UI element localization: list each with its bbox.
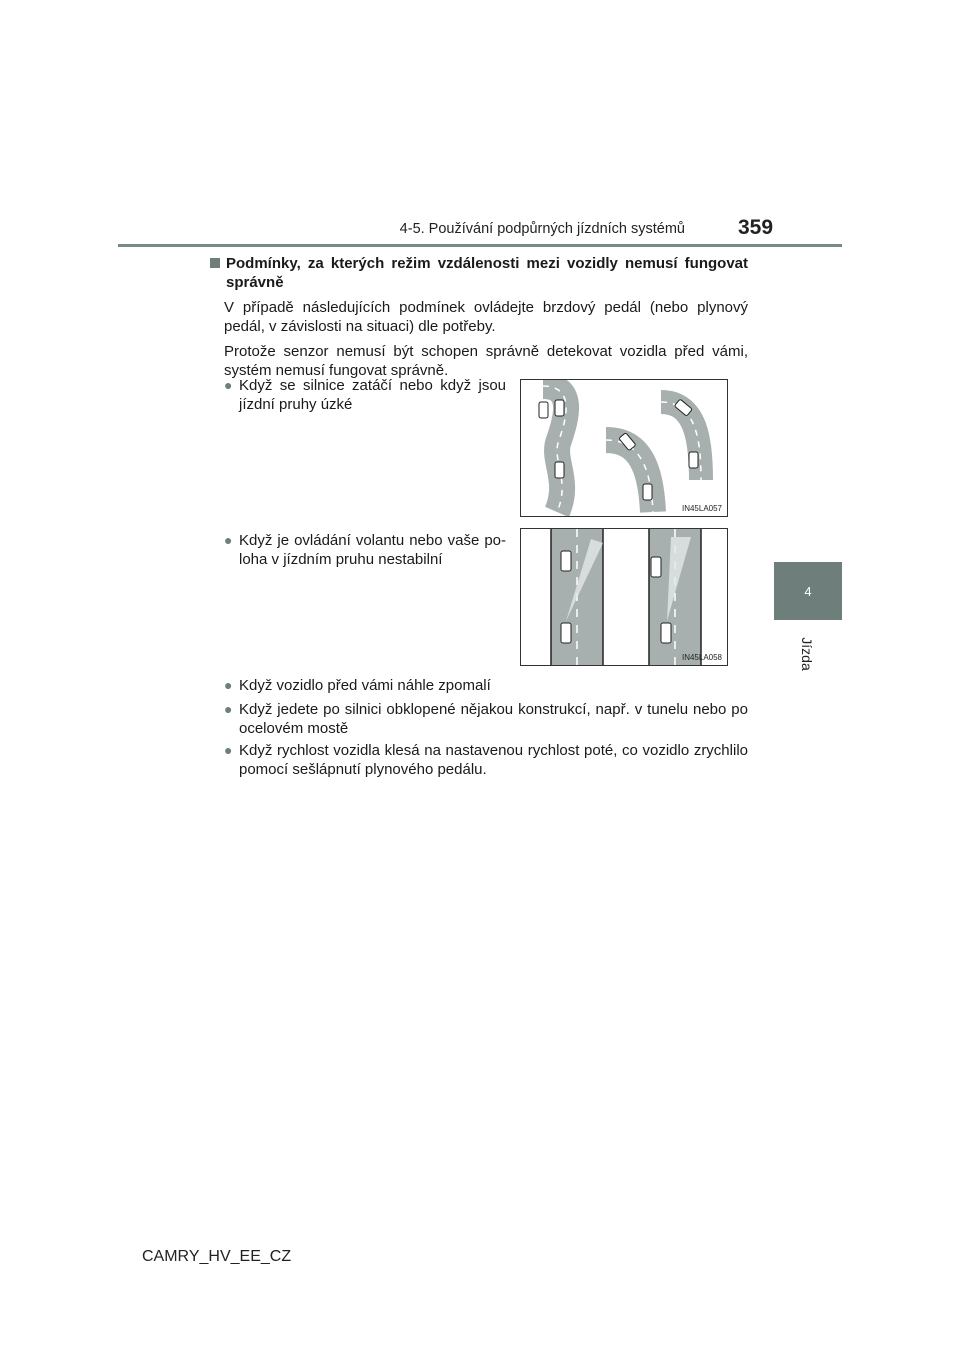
- list-item: [224, 700, 748, 738]
- list-item: [224, 531, 506, 569]
- curved-road-illustration: [521, 380, 727, 516]
- figure-straight-road: [520, 528, 728, 666]
- list-item-text: Když vozidlo před vámi náhle zpomalí: [239, 677, 491, 694]
- section-title: 4-5. Používání podpůrných jízdních systémů: [399, 221, 685, 237]
- page-number: 359: [738, 216, 774, 239]
- heading-text: Podmínky, za kterých režim vzdálenosti mezi vozidly nemusí fungovat správně: [226, 255, 748, 291]
- straight-road-illustration: [521, 529, 727, 665]
- figure-curved-road: [520, 379, 728, 517]
- paragraph: V případě následujících podmínek ovládejte brzdový pedál (nebo plynový pedál, v závislosti na situaci) dle potřeby.: [224, 299, 748, 335]
- circle-bullet-icon: ●: [224, 532, 233, 548]
- circle-bullet-icon: ●: [224, 742, 233, 758]
- list-item-text: Když jedete po silnici obklopené nějakou konstrukcí, např. v tunelu nebo po ocelovém mostě: [239, 701, 748, 737]
- circle-bullet-icon: ●: [224, 377, 233, 393]
- footer-code: CAMRY_HV_EE_CZ: [142, 1248, 292, 1265]
- chapter-number: 4: [804, 583, 812, 599]
- list-item-text: Když je ovládání volantu nebo vaše po- loha v jízdním pruhu nestabilní: [239, 532, 506, 568]
- paragraph: Protože senzor nemusí být schopen správně detekovat vozidla před vámi, systém nemusí fungovat správně.: [224, 343, 748, 379]
- list-item-text: Když se silnice zatáčí nebo když jsou jízdní pruhy úzké: [239, 377, 506, 413]
- list-item-text: Když rychlost vozidla klesá na nastavenou rychlost poté, co vozidlo zrychlilo pomocí sešlápnutí plynového pedálu.: [239, 742, 748, 778]
- circle-bullet-icon: ●: [224, 701, 233, 717]
- circle-bullet-icon: ●: [224, 677, 233, 693]
- list-item: [224, 741, 748, 779]
- figure-code: IN45LA058: [681, 653, 722, 662]
- figure-code: IN45LA057: [681, 504, 722, 513]
- main-content: [210, 254, 748, 380]
- header-rule: [118, 244, 842, 247]
- chapter-tab[interactable]: [774, 562, 842, 620]
- section-heading: [210, 254, 748, 292]
- square-bullet-icon: [210, 258, 220, 268]
- list-item: [224, 376, 506, 414]
- list-item: [224, 676, 748, 695]
- chapter-label: Jízda: [799, 637, 815, 671]
